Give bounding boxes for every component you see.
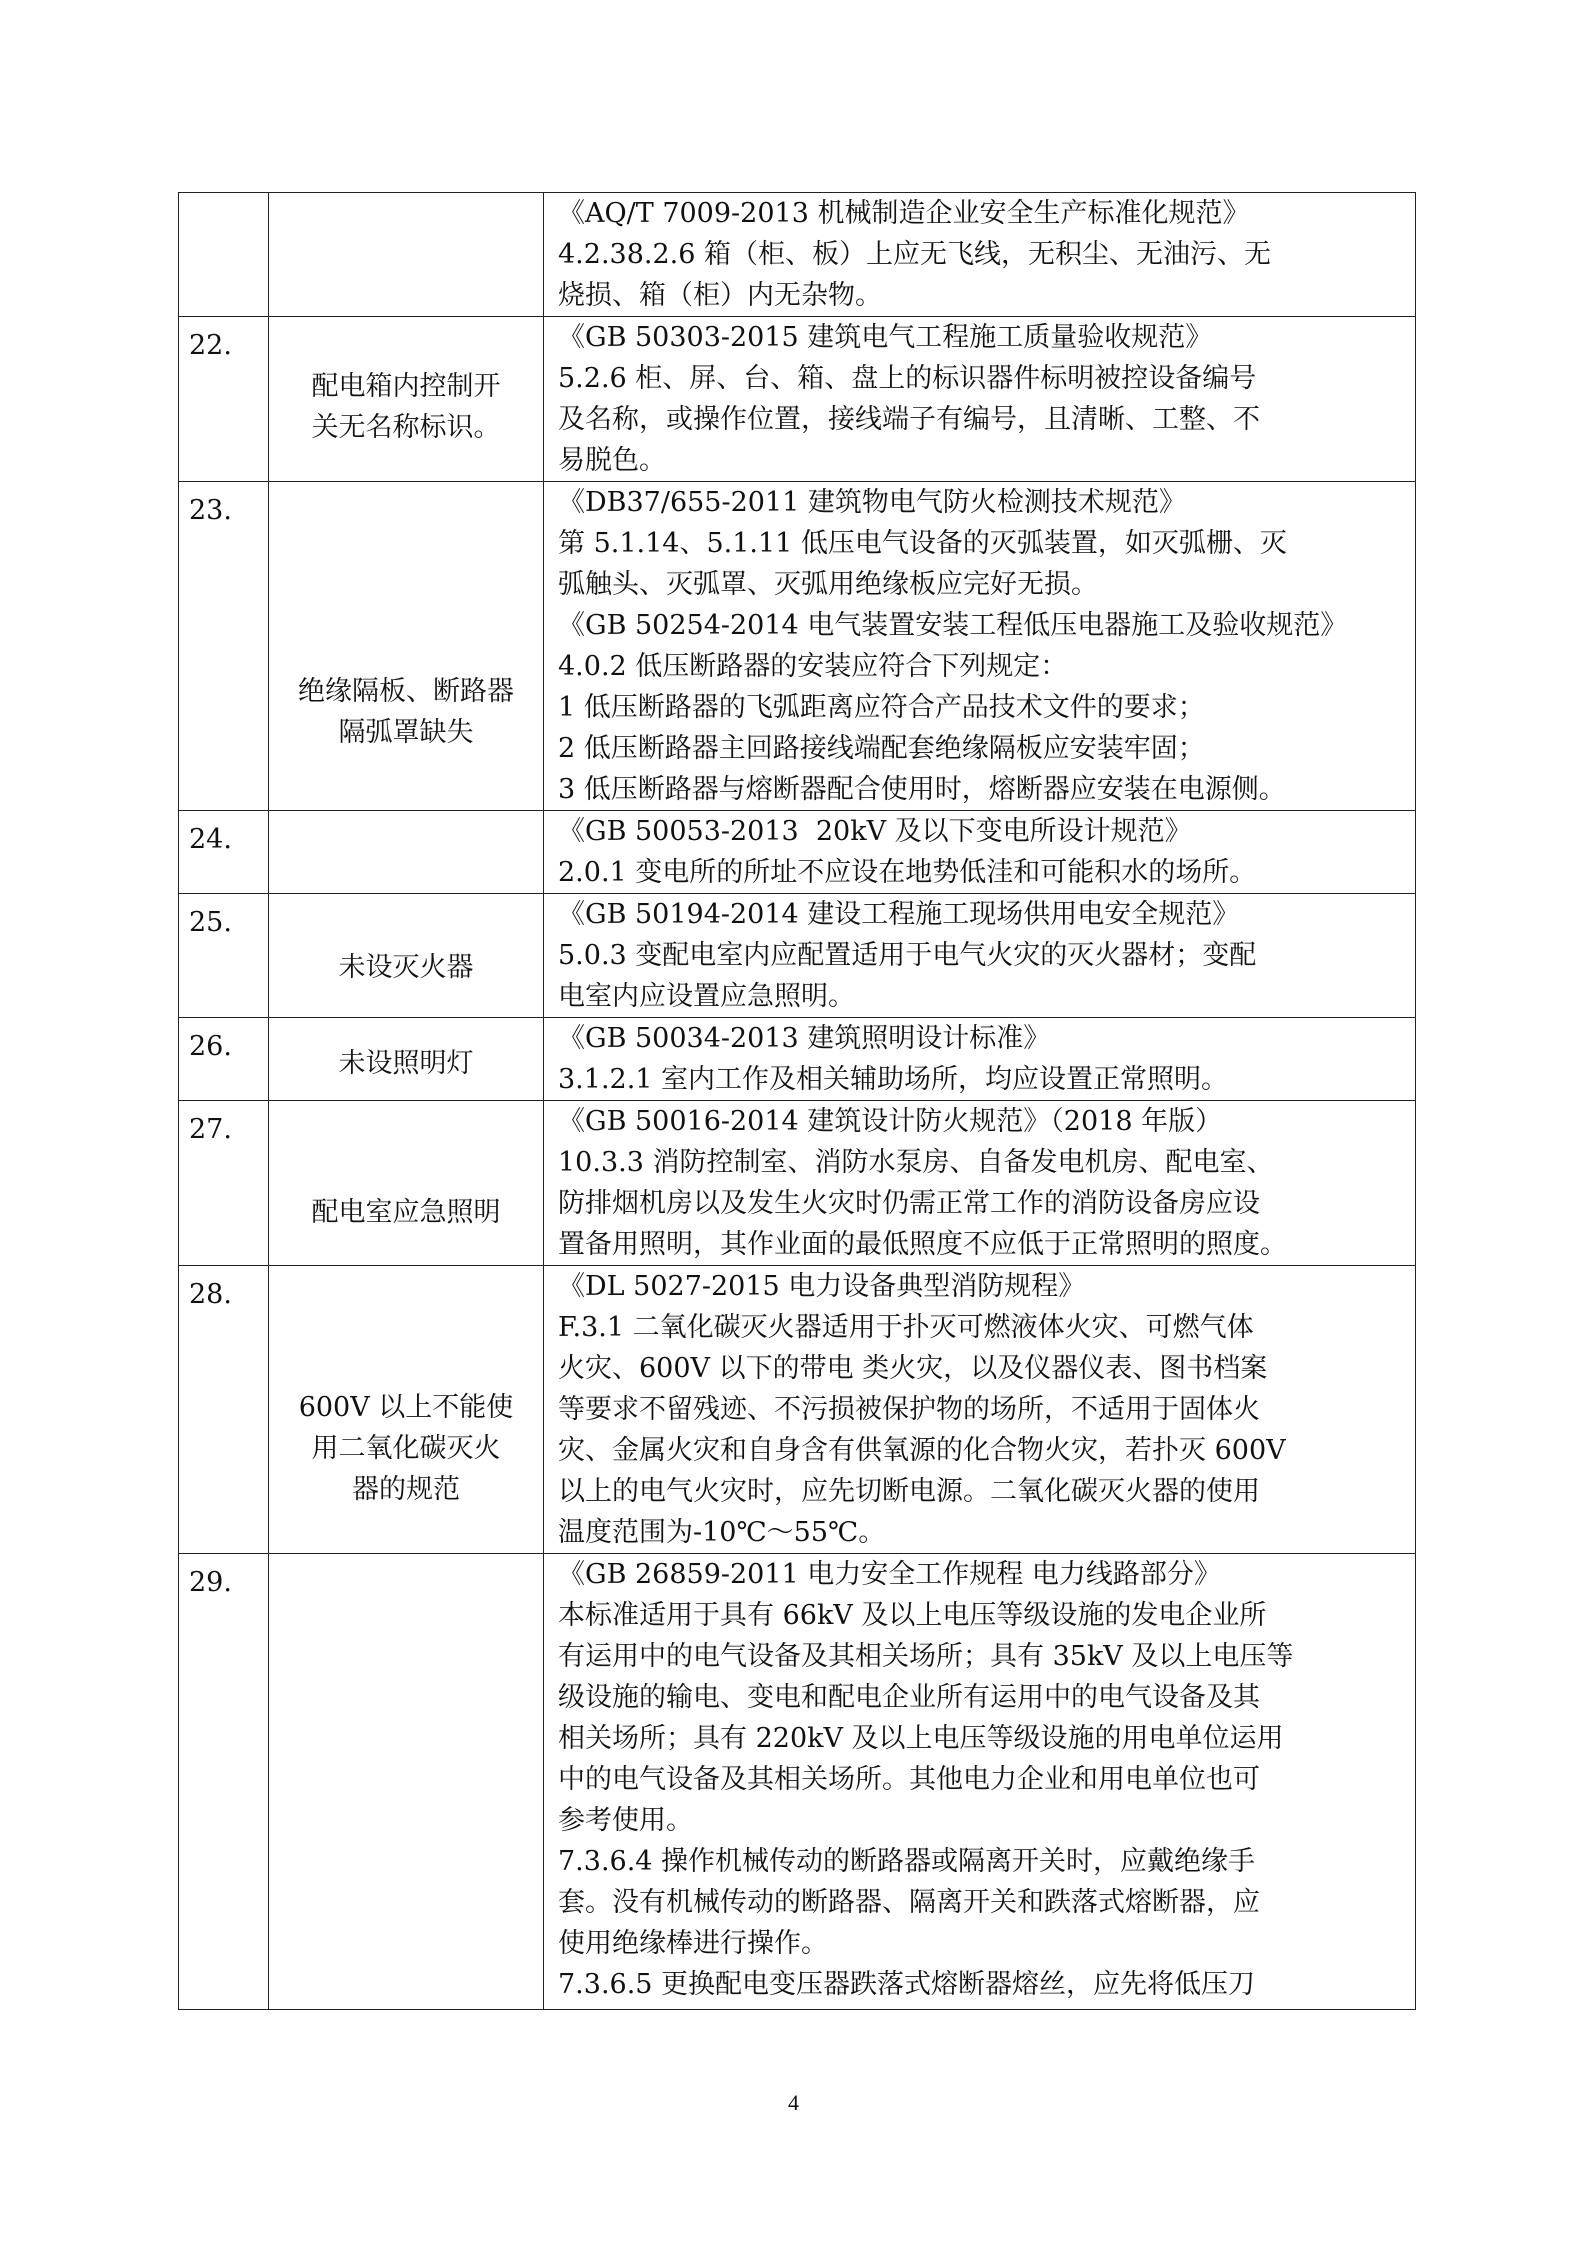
table-row <box>179 317 1416 482</box>
table-row <box>179 1554 1416 2010</box>
basis-line: 2 低压断路器主回路接线端配套绝缘隔板应安装牢固； <box>558 733 1205 764</box>
basis-line: 易脱色。 <box>558 445 666 476</box>
issue-cell <box>269 1018 544 1101</box>
issue-line: 配电箱内控制开 <box>311 371 501 402</box>
basis-line: 等要求不留残迹、不污损被保护物的场所，不适用于固体火 <box>558 1394 1260 1425</box>
basis-line: 《AQ/T 7009-2013 机械制造企业安全生产标准化规范》 <box>558 198 1250 229</box>
row-number: 24. <box>179 811 269 894</box>
basis-line: 第 5.1.14、5.1.11 低压电气设备的灭弧装置，如灭弧栅、灭 <box>558 528 1287 559</box>
issue-cell <box>269 811 544 894</box>
basis-line: 置备用照明，其作业面的最低照度不应低于正常照明的照度。 <box>558 1229 1287 1260</box>
row-number: 25. <box>179 894 269 1018</box>
row-number: 26. <box>179 1018 269 1101</box>
basis-line: 套。没有机械传动的断路器、隔离开关和跌落式熔断器，应 <box>558 1887 1260 1918</box>
issue-cell <box>269 482 544 811</box>
row-number: 29. <box>179 1554 269 2010</box>
issue-line: 600V 以上不能使 <box>298 1392 514 1423</box>
basis-line: 本标准适用于具有 66kV 及以上电压等级设施的发电企业所 <box>558 1600 1267 1631</box>
table-row <box>179 1266 1416 1554</box>
basis-line: 参考使用。 <box>558 1805 693 1836</box>
basis-line: 有运用中的电气设备及其相关场所；具有 35kV 及以上电压等 <box>558 1641 1294 1672</box>
row-number: 28. <box>179 1266 269 1554</box>
basis-line: 灾、金属火灾和自身含有供氧源的化合物火灾，若扑灭 600V <box>558 1435 1286 1466</box>
row-number: 23. <box>179 482 269 811</box>
basis-line: 防排烟机房以及发生火灾时仍需正常工作的消防设备房应设 <box>558 1188 1260 1219</box>
basis-line: 级设施的输电、变电和配电企业所有运用中的电气设备及其 <box>558 1682 1260 1713</box>
basis-cell <box>544 894 1416 1018</box>
basis-line: 3.1.2.1 室内工作及相关辅助场所，均应设置正常照明。 <box>558 1064 1229 1095</box>
basis-line: 《GB 50053-2013 20kV 及以下变电所设计规范》 <box>558 816 1192 847</box>
page-number: 4 <box>788 2090 799 2115</box>
basis-cell <box>544 482 1416 811</box>
basis-line: 使用绝缘棒进行操作。 <box>558 1928 828 1959</box>
table-row <box>179 894 1416 1018</box>
basis-line: 《GB 50034-2013 建筑照明设计标准》 <box>558 1023 1051 1054</box>
basis-line: 及名称，或操作位置，接线端子有编号，且清晰、工整、不 <box>558 404 1260 435</box>
issue-cell <box>269 1554 544 2010</box>
issue-cell <box>269 894 544 1018</box>
basis-line: 温度范围为-10℃～55℃。 <box>558 1517 886 1548</box>
basis-cell <box>544 1554 1416 2010</box>
basis-line: 7.3.6.4 操作机械传动的断路器或隔离开关时，应戴绝缘手 <box>558 1846 1256 1877</box>
issue-cell <box>269 1266 544 1554</box>
basis-line: 《GB 50303-2015 建筑电气工程施工质量验收规范》 <box>558 322 1213 353</box>
basis-line: 5.0.3 变配电室内应配置适用于电气火灾的灭火器材；变配 <box>558 940 1257 971</box>
issue-cell <box>269 193 544 317</box>
row-number: 27. <box>179 1101 269 1266</box>
basis-line: 《GB 50194-2014 建设工程施工现场供用电安全规范》 <box>558 899 1240 930</box>
issue-line: 关无名称标识。 <box>311 412 501 443</box>
issue-line: 隔弧罩缺失 <box>338 717 474 748</box>
basis-line: 以上的电气火灾时，应先切断电源。二氧化碳灭火器的使用 <box>558 1476 1260 1507</box>
table-row <box>179 193 1416 317</box>
basis-line: 4.2.38.2.6 箱（柜、板）上应无飞线，无积尘、无油污、无 <box>558 239 1271 270</box>
basis-line: 火灾、600V 以下的带电 类火灾，以及仪器仪表、图书档案 <box>558 1353 1268 1384</box>
basis-line: 《DL 5027-2015 电力设备典型消防规程》 <box>558 1271 1086 1302</box>
issue-line: 配电室应急照明 <box>311 1197 501 1228</box>
basis-line: 4.0.2 低压断路器的安装应符合下列规定： <box>558 651 1068 682</box>
row-number: 22. <box>179 317 269 482</box>
table-row <box>179 811 1416 894</box>
row-number <box>179 193 269 317</box>
basis-line: 5.2.6 柜、屏、台、箱、盘上的标识器件标明被控设备编号 <box>558 363 1257 394</box>
issue-line: 绝缘隔板、断路器 <box>298 676 514 707</box>
issue-cell <box>269 1101 544 1266</box>
basis-line: 10.3.3 消防控制室、消防水泵房、自备发电机房、配电室、 <box>558 1147 1274 1178</box>
basis-cell <box>544 811 1416 894</box>
basis-line: 电室内应设置应急照明。 <box>558 981 855 1012</box>
basis-cell <box>544 317 1416 482</box>
table-row <box>179 1018 1416 1101</box>
basis-line: 《GB 50254-2014 电气装置安装工程低压电器施工及验收规范》 <box>558 610 1348 641</box>
table-row <box>179 482 1416 811</box>
basis-line: 3 低压断路器与熔断器配合使用时，熔断器应安装在电源侧。 <box>558 774 1286 805</box>
basis-line: 7.3.6.5 更换配电变压器跌落式熔断器熔丝，应先将低压刀 <box>558 1969 1256 2000</box>
basis-cell <box>544 1018 1416 1101</box>
basis-cell <box>544 1266 1416 1554</box>
basis-line: 1 低压断路器的飞弧距离应符合产品技术文件的要求； <box>558 692 1205 723</box>
basis-line: 《GB 50016-2014 建筑设计防火规范》（2018 年版） <box>558 1106 1223 1137</box>
basis-line: F.3.1 二氧化碳灭火器适用于扑灭可燃液体火灾、可燃气体 <box>558 1312 1254 1343</box>
issue-line: 未设灭火器 <box>338 952 474 983</box>
basis-cell <box>544 193 1416 317</box>
table-body <box>179 193 1416 2010</box>
regulation-table <box>178 192 1416 2010</box>
basis-line: 相关场所；具有 220kV 及以上电压等级设施的用电单位运用 <box>558 1723 1284 1754</box>
basis-line: 弧触头、灭弧罩、灭弧用绝缘板应完好无损。 <box>558 569 1098 600</box>
issue-line: 未设照明灯 <box>338 1048 474 1079</box>
issue-line: 用二氧化碳灭火 <box>311 1433 501 1464</box>
basis-line: 烧损、箱（柜）内无杂物。 <box>558 280 882 311</box>
basis-line: 2.0.1 变电所的所址不应设在地势低洼和可能积水的场所。 <box>558 857 1257 888</box>
issue-cell <box>269 317 544 482</box>
basis-line: 《GB 26859-2011 电力安全工作规程 电力线路部分》 <box>558 1559 1221 1590</box>
basis-cell <box>544 1101 1416 1266</box>
table-row <box>179 1101 1416 1266</box>
basis-line: 《DB37/655-2011 建筑物电气防火检测技术规范》 <box>558 487 1186 518</box>
issue-line: 器的规范 <box>352 1474 460 1505</box>
basis-line: 中的电气设备及其相关场所。其他电力企业和用电单位也可 <box>558 1764 1260 1795</box>
